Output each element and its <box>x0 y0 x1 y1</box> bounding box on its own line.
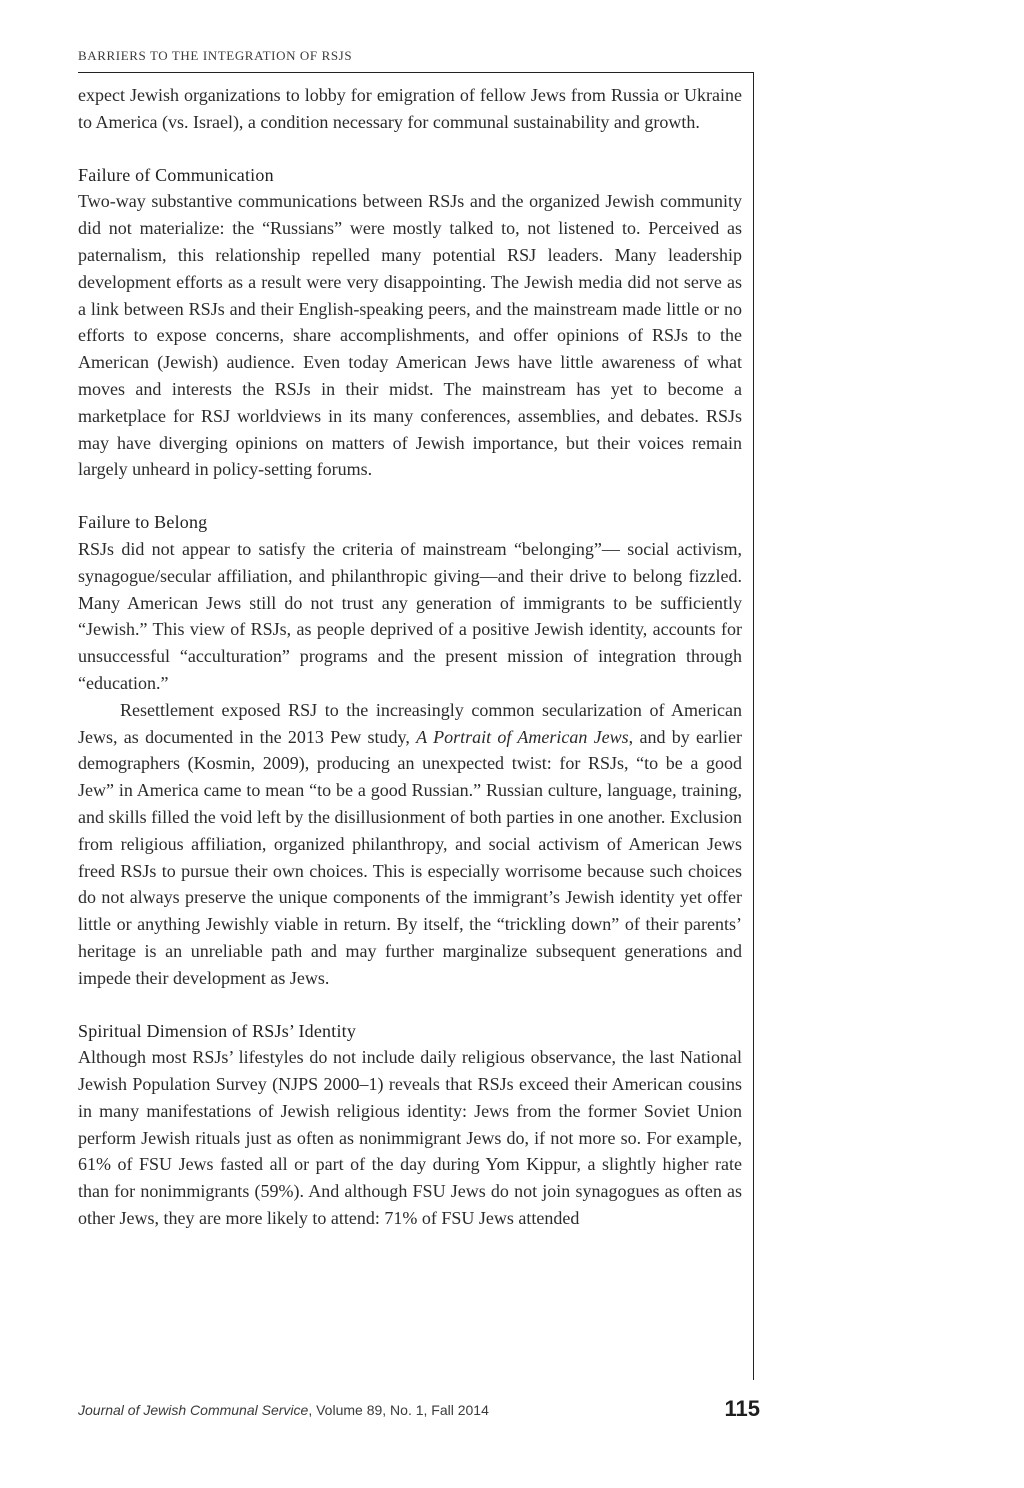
intro-paragraph: expect Jewish organizations to lobby for emigration of fellow Jews from Russia or Ukraine to America (vs. Israel), a condition necessary for communal sustainability and growth. <box>78 85 742 132</box>
margin-rule <box>753 72 754 1380</box>
spiritual-paragraph: Although most RSJs’ lifestyles do not include daily religious observance, the last National Jewish Population Survey (NJPS 2000–1) reveals that RSJs exceed their American cousins in many manifestations of Jewish religious identity: Jews from the former Soviet Union perform Jewish rituals just as often as nonimmigrant Jews do, if not more so. For example, 61% of FSU Jews fasted all or part of the day during Yom Kippur, a slightly higher rate than for nonimmigrants (59%). And although FSU Jews do not join synagogues as often as other Jews, they are more likely to attend: 71% of FSU Jews attended <box>78 1047 742 1229</box>
page-number: 115 <box>724 1396 760 1421</box>
pew-study-title: A Portrait of American Jews <box>416 726 629 747</box>
heading-failure-of-communication: Failure of Communication <box>78 164 274 185</box>
heading-failure-to-belong: Failure to Belong <box>78 512 208 533</box>
section-gap <box>78 992 742 1018</box>
communication-paragraph: Two-way substantive communications between RSJs and the organized Jewish community did not materialize: the “Russians” were mostly talked to, not listened to. Perceived as paternalism, this relationship repelled many potential RSJ leaders. Many leadership development efforts as a result were very disappointing. The Jewish media did not serve as a link between RSJs and their English-speaking peers, and the mainstream made little or no efforts to expose concerns, share accomplishments, and offer opinions of RSJs to the American (Jewish) audience. Even today American Jews have little awareness of what moves and interests the RSJs in their midst. The mainstream has yet to become a marketplace for RSJ worldviews in its many conferences, assemblies, and debates. RSJs may have diverging opinions on matters of Jewish importance, but their voices remain largely unheard in policy-setting forums. <box>78 191 742 480</box>
belong-paragraph-2 <box>78 697 742 992</box>
journal-volume: , Volume 89, No. 1, Fall 2014 <box>308 1402 489 1418</box>
section-gap <box>78 483 742 509</box>
belong-p2-after: , and by earlier demographers (Kosmin, 2009), producing an unexpected twist: for RSJs, “to be a good Jew” in America came to mean “to be a good Russian.” Russian culture, language, training, and skills filled the void left by the disillusionment of both parties in one another. Exclusion from religious affiliation, organized philanthropy, and social activism of American Jews freed RSJs to pursue their own choices. This is especially worrisome because such choices do not always preserve the unique components of the immigrant’s Jewish identity yet offer little or anything Jewishly viable in return. By itself, the “trickling down” of their parents’ heritage is an unreliable path and may further marginalize subsequent generations and impede their development as Jews. <box>78 726 743 988</box>
running-head: BARRIERS TO THE INTEGRATION OF RSJS <box>78 48 353 63</box>
journal-name: Journal of Jewish Communal Service <box>78 1402 309 1418</box>
heading-spiritual-dimension: Spiritual Dimension of RSJs’ Identity <box>78 1020 357 1041</box>
page-footer <box>78 1396 760 1421</box>
belong-paragraph-1: RSJs did not appear to satisfy the criteria of mainstream “belonging”— social activism, synagogue/secular affiliation, and philanthropic giving—and their drive to belong fizzled. Many American Jews still do not trust any generation of immigrants to be sufficiently “Jewish.” This view of RSJs, as people deprived of a positive Jewish identity, accounts for unsuccessful “acculturation” programs and the present mission of integration through “education.” <box>78 538 742 693</box>
article-body <box>78 82 742 1232</box>
header-rule <box>78 72 754 73</box>
section-gap <box>78 136 742 162</box>
belong-p2-before: Resettlement exposed RSJ to the increasingly common secularization of American Jews, as documented in the 2013 Pew study, <box>78 699 742 747</box>
